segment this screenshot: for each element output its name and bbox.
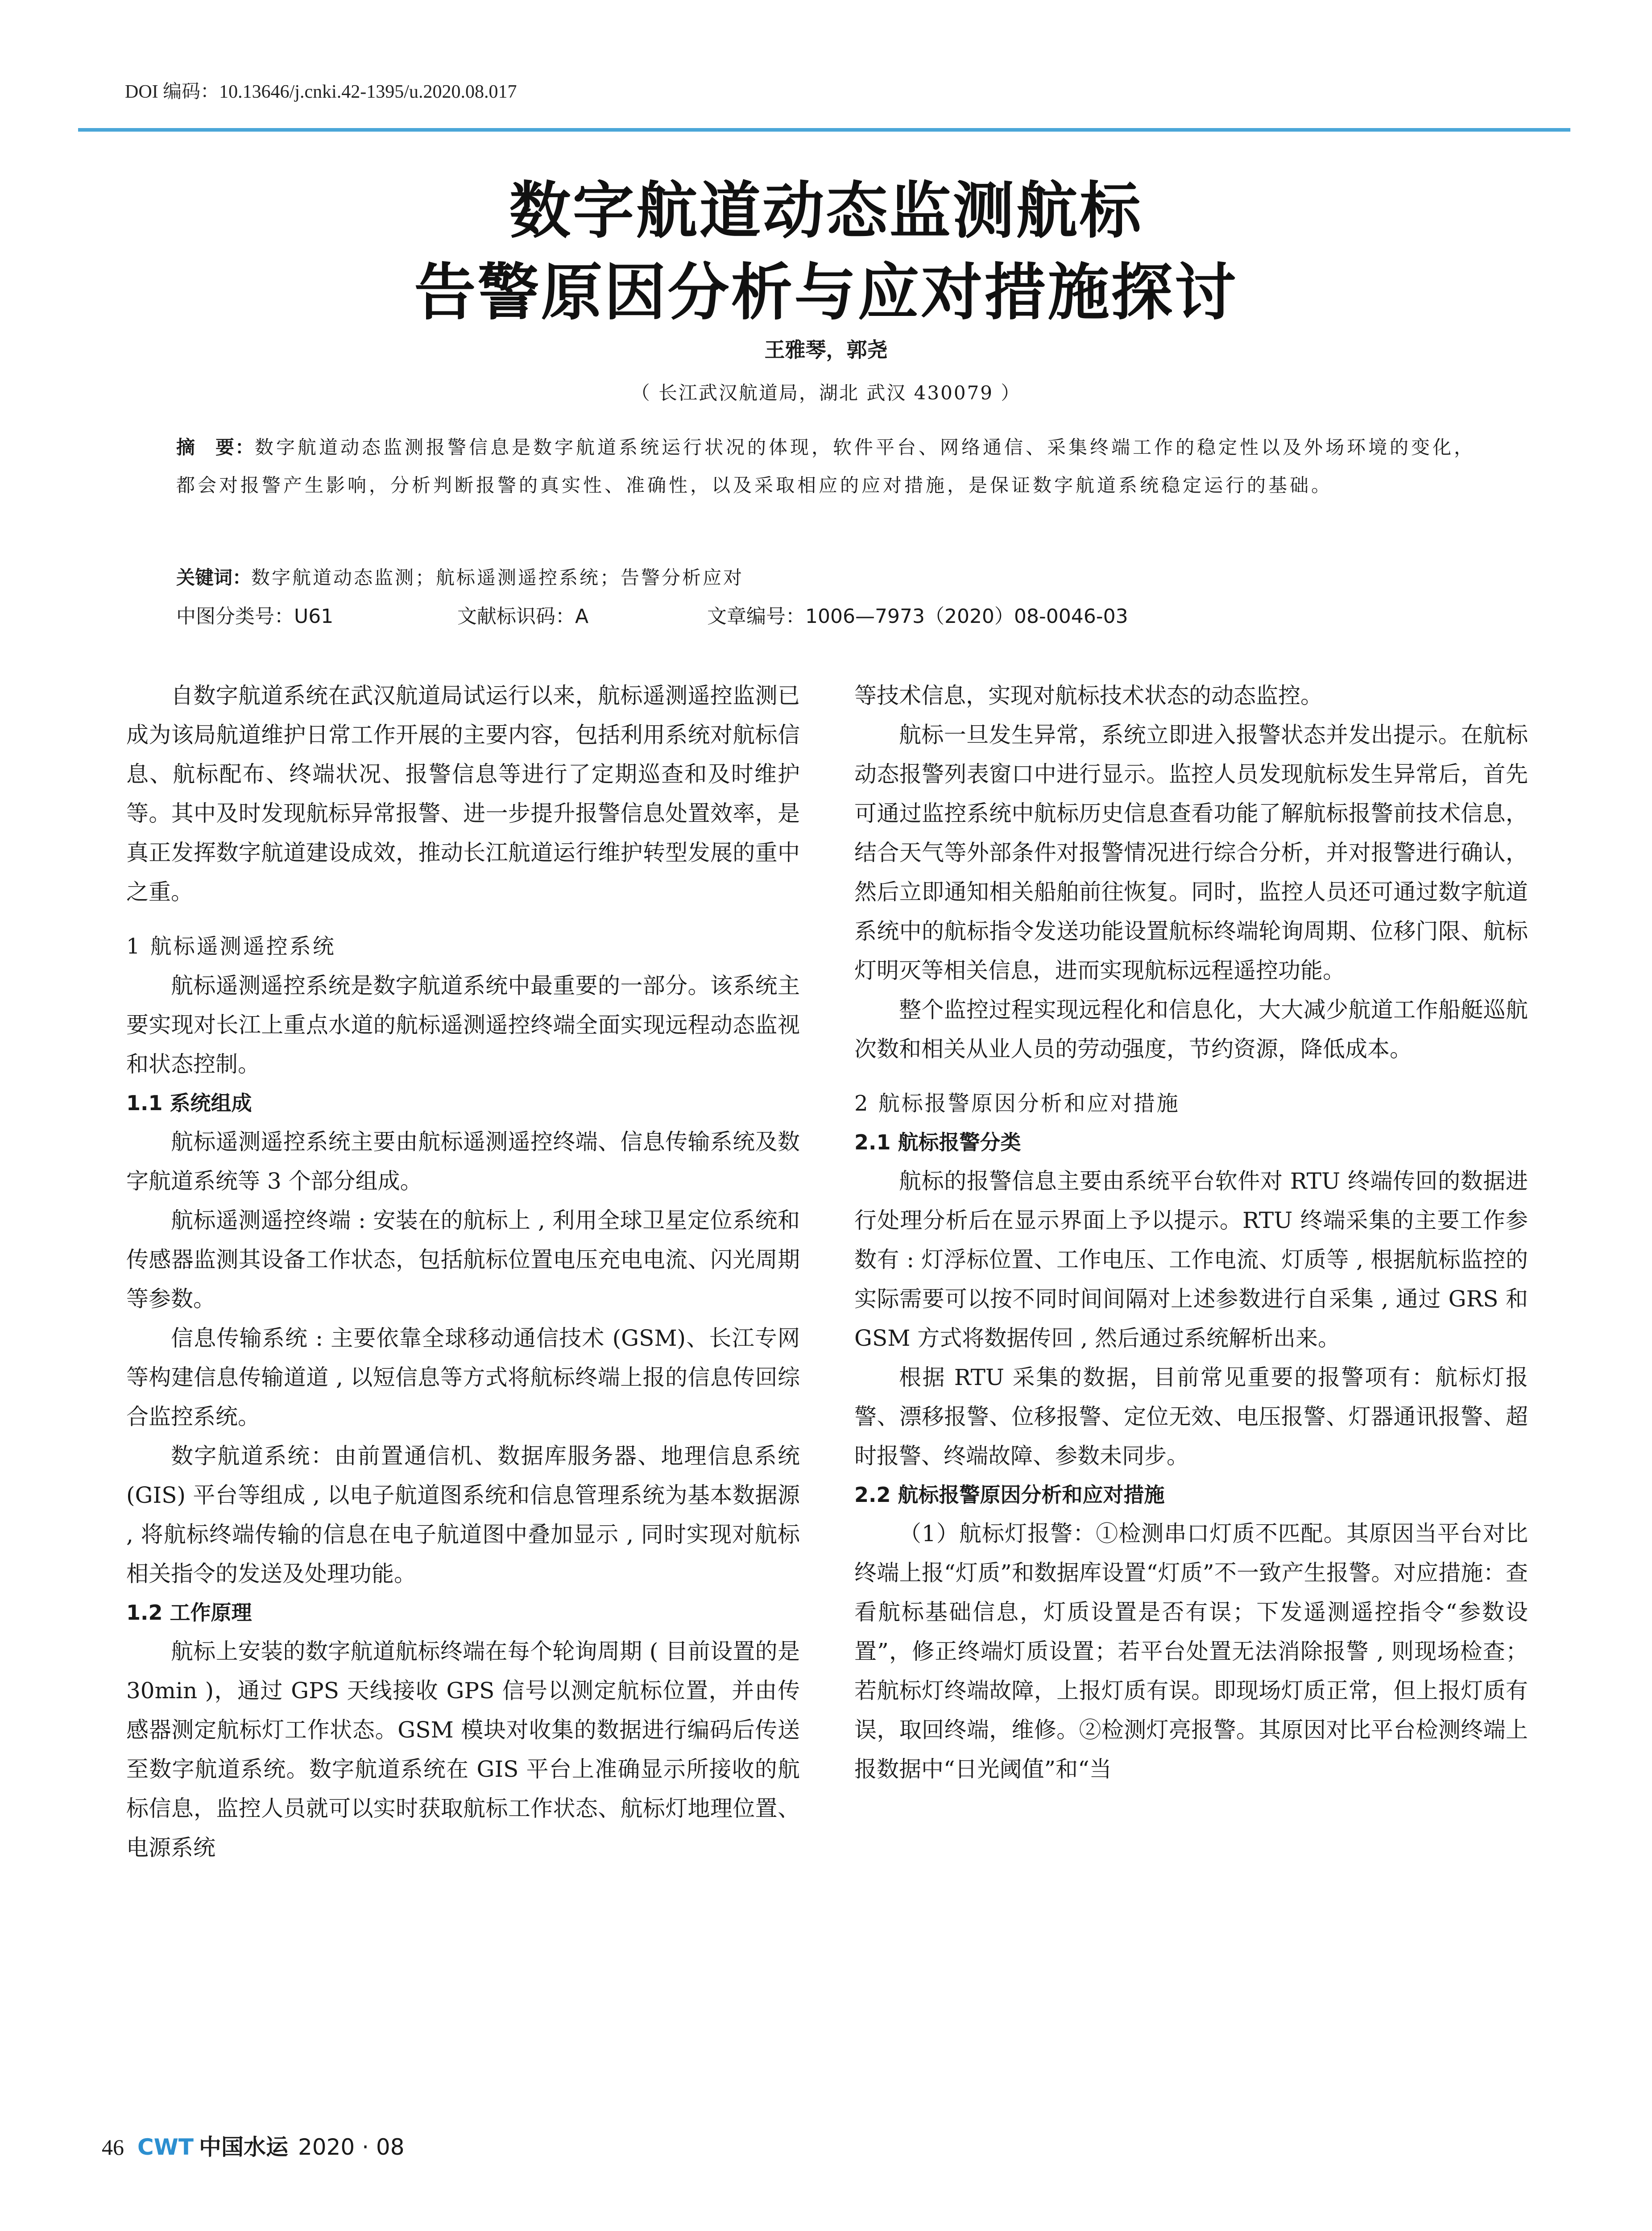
abstract xyxy=(176,428,1479,504)
section-2-1-heading: 2.1 航标报警分类 xyxy=(854,1130,1021,1154)
section-2-2-heading: 2.2 航标报警原因分析和应对措施 xyxy=(854,1483,1165,1507)
section-1-1-paragraph-3: 信息传输系统 : 主要依靠全球移动通信技术 (GSM)、长江专网等构建信息传输道道 , 以短信息等方式将航标终端上报的信息传回综合监控系统。 xyxy=(126,1325,800,1430)
paragraph-alarm-response: 航标一旦发生异常，系统立即进入报警状态并发出提示。在航标动态报警列表窗口中进行显示。监控人员发现航标发生异常后，首先可通过监控系统中航标历史信息查看功能了解航标报警前技术信息，结合天气等外部条件对报警情况进行综合分析，并对报警进行确认，然后立即通知相关船舶前往恢复。同时，监控人员还可通过数字航道系统中的航标指令发送功能设置航标终端轮询周期、位移门限、航标灯明灭等相关信息，进而实现航标远程遥控功能。 xyxy=(854,722,1528,983)
section-1-1-paragraph-4: 数字航道系统：由前置通信机、数据库服务器、地理信息系统 (GIS) 平台等组成 , 以电子航道图系统和信息管理系统为基本数据源 , 将航标终端传输的信息在电子航道图中叠加显示 , 同时实现对航标相关指令的发送及处理功能。 xyxy=(126,1443,800,1587)
clc-number: 中图分类号：U61 xyxy=(176,605,334,628)
affiliation: （ 长江武汉航道局，湖北 武汉 430079 ） xyxy=(631,382,1021,404)
keywords-label: 关键词： xyxy=(176,567,252,589)
section-1-1-paragraph-2: 航标遥测遥控终端 : 安装在的航标上 , 利用全球卫星定位系统和传感器监测其设备工作状态，包括航标位置电压充电电流、闪光周期等参数。 xyxy=(126,1207,800,1312)
abstract-label: 摘 要： xyxy=(176,436,255,458)
abstract-text: 数字航道动态监测报警信息是数字航道系统运行状况的体现，软件平台、网络通信、采集终端工作的稳定性以及外场环境的变化，都会对报警产生影响，分析判断报警的真实性、准确性，以及采取相应的应对措施，是保证数字航道系统稳定运行的基础。 xyxy=(176,436,1476,496)
section-2-heading: 2 航标报警原因分析和应对措施 xyxy=(854,1091,1180,1116)
intro-paragraph: 自数字航道系统在武汉航道局试运行以来，航标遥测遥控监测已成为该局航道维护日常工作开展的主要内容，包括利用系统对航标信息、航标配布、终端状况、报警信息等进行了定期巡查和及时维护等。其中及时发现航标异常报警、进一步提升报警信息处置效率，是真正发挥数字航道建设成效，推动长江航道运行维护转型发展的重中之重。 xyxy=(126,683,800,905)
issue-date: 2020 · 08 xyxy=(298,2134,405,2160)
section-1-heading: 1 航标遥测遥控系统 xyxy=(126,934,336,959)
left-column xyxy=(126,676,800,1867)
section-1-1-paragraph-1: 航标遥测遥控系统主要由航标遥测遥控终端、信息传输系统及数字航道系统等 3 个部分组成。 xyxy=(126,1129,800,1194)
right-column xyxy=(854,676,1528,1789)
section-1-2-paragraph: 航标上安装的数字航道航标终端在每个轮询周期 ( 目前设置的是 30min )，通过 GPS 天线接收 GPS 信号以测定航标位置，并由传感器测定航标灯工作状态。GSM 模块对收集的数据进行编码后传送至数字航道系统。数字航道系统在 GIS 平台上准确显示所接收的航标信息，监控人员就可以实时获取航标工作状态、航标灯地理位置、电源系统 xyxy=(126,1638,800,1861)
doi-line: DOI 编码：10.13646/j.cnki.42-1395/u.2020.08.017 xyxy=(125,82,517,102)
section-1-2-heading: 1.2 工作原理 xyxy=(126,1601,252,1625)
authors: 王雅琴，郭尧 xyxy=(764,338,888,362)
section-1-1-heading: 1.1 系统组成 xyxy=(126,1091,252,1115)
section-2-2-paragraph-1: （1）航标灯报警：①检测串口灯质不匹配。其原因当平台对比终端上报“灯质”和数据库设置“灯质”不一致产生报警。对应措施：查看航标基础信息，灯质设置是否有误；下发遥测遥控指令“参数设置”，修正终端灯质设置；若平台处置无法消除报警 , 则现场检查；若航标灯终端故障，上报灯质有误。即现场灯质正常，但上报灯质有误，取回终端，维修。②检测灯亮报警。其原因对比平台检测终端上报数据中“日光阈值”和“当 xyxy=(854,1521,1528,1782)
page-number: 46 xyxy=(102,2135,124,2160)
document-code: 文献标识码：A xyxy=(457,605,589,628)
paragraph-remote-benefits: 整个监控过程实现远程化和信息化，大大减少航道工作船艇巡航次数和相关从业人员的劳动强度，节约资源，降低成本。 xyxy=(854,997,1528,1062)
paper-title-line-1: 数字航道动态监测航标 xyxy=(509,175,1143,247)
header-rule xyxy=(78,128,1570,132)
article-number: 文章编号：1006—7973（2020）08-0046-03 xyxy=(707,605,1128,628)
keywords-text: 数字航道动态监测；航标遥测遥控系统；告警分析应对 xyxy=(251,567,744,589)
section-2-1-paragraph-1: 航标的报警信息主要由系统平台软件对 RTU 终端传回的数据进行处理分析后在显示界面上予以提示。RTU 终端采集的主要工作参数有 : 灯浮标位置、工作电压、工作电流、灯质等 , 根据航标监控的实际需要可以按不同时间间隔对上述参数进行自采集 , 通过 GRS 和 GSM 方式将数据传回 , 然后通过系统解析出来。 xyxy=(854,1168,1528,1351)
classification-line xyxy=(176,600,1479,627)
keywords xyxy=(176,563,1479,590)
page-footer xyxy=(102,2129,405,2165)
journal-name: 中国水运 xyxy=(199,2134,288,2160)
journal-logo-cwt: CWT xyxy=(137,2134,194,2160)
paper-title-line-2: 告警原因分析与应对措施探讨 xyxy=(414,257,1238,328)
section-1-paragraph: 航标遥测遥控系统是数字航道系统中最重要的一部分。该系统主要实现对长江上重点水道的航标遥测遥控终端全面实现远程动态监视和状态控制。 xyxy=(126,973,800,1077)
section-2-1-paragraph-2: 根据 RTU 采集的数据，目前常见重要的报警项有：航标灯报警、漂移报警、位移报警、定位无效、电压报警、灯器通讯报警、超时报警、终端故障、参数未同步。 xyxy=(854,1364,1528,1469)
continued-paragraph: 等技术信息，实现对航标技术状态的动态监控。 xyxy=(854,683,1323,709)
